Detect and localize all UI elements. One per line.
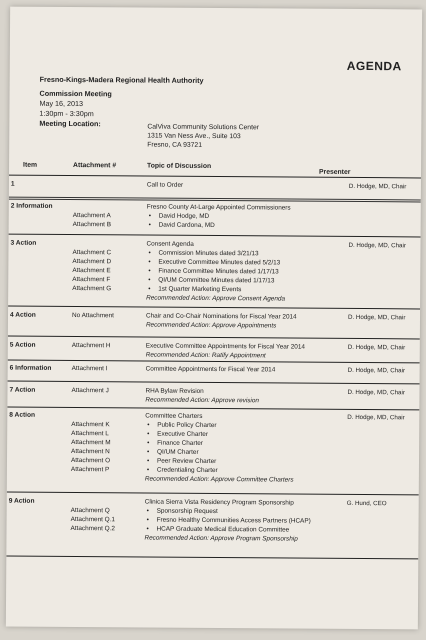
topic-title: Clinica Sierra Vista Residency Program Sponsorship [144,498,294,507]
attachment-ref: Attachment H [71,342,111,350]
attachment-ref: Attachment D [72,258,112,266]
topic-title: Committee Charters [145,412,203,420]
topic-title: Chair and Co-Chair Nominations for Fiscal Year 2014 [145,312,297,321]
recommended-action: Recommended Action: Approve Committee Charters [144,475,294,484]
agenda-title: AGENDA [346,58,402,74]
item-number: 8 Action [9,411,36,419]
item-number: 1 [10,180,15,188]
item-number: 3 Action [10,239,37,247]
topic-title: Consent Agenda [146,240,194,248]
meeting-date: May 16, 2013 [39,98,84,109]
topic-bullet: • 1st Quarter Marketing Events [158,286,241,294]
agenda-row [8,310,420,339]
presenter: D. Hodge, MD, Chair [348,241,406,250]
topic-bullet: • QI/UM Committee Minutes dated 1/17/13 [158,277,274,285]
recommended-action: Recommended Action: Ratify Appointment [145,351,266,360]
topic-bullet: • Peer Review Charter [157,458,216,465]
col-presenter: Presenter [318,168,351,176]
attachment-ref: Attachment M [71,439,111,447]
location-line-3: Fresno, CA 93721 [147,141,203,149]
presenter: D. Hodge, MD, Chair [347,313,406,322]
topic-bullet: • David Cardona, MD [159,222,215,229]
presenter: D. Hodge, MD, Chair [347,413,405,422]
agenda-row [8,238,420,309]
item-number: 4 Action [9,311,36,319]
recommended-action: Recommended Action: Approve Appointments [145,321,277,330]
topic-bullet: • Executive Charter [157,431,208,438]
item-number: 2 Information [10,202,53,210]
attachment-ref: Attachment P [70,466,110,474]
recommended-action: Recommended Action: Approve Program Sponsorship [144,534,298,543]
meeting-time: 1:30pm - 3:30pm [39,108,94,119]
col-topic: Topic of Discussion [147,162,212,170]
presenter: G. Hund, CEO [346,499,387,508]
topic-title: RHA Bylaw Revision [145,387,204,395]
agenda-row [9,201,421,237]
attachment-ref: Attachment A [72,212,111,220]
topic-title: Call to Order [146,181,184,189]
attachment-ref: Attachment O [70,457,111,465]
col-attachment: Attachment # [73,162,117,170]
topic-bullet: • Commission Minutes dated 3/21/13 [158,250,258,258]
agenda-page [6,7,422,630]
attachment-ref: Attachment Q [70,507,110,515]
agenda-row [7,385,419,410]
topic-title: Committee Appointments for Fiscal Year 2014 [145,365,276,374]
item-number: 5 Action [9,341,36,349]
attachment-ref: Attachment B [72,221,112,229]
attachment-ref: Attachment F [72,276,111,284]
topic-bullet: • Finance Charter [157,440,203,447]
recommended-action: Recommended Action: Approve revision [145,396,260,405]
item-number: 7 Action [9,386,36,394]
location-line-2: 1315 Van Ness Ave., Suite 103 [147,132,241,141]
topic-bullet: • Public Policy Charter [157,422,216,429]
presenter: D. Hodge, MD, Chair [348,182,407,191]
topic-bullet: • Credentialing Charter [157,467,218,474]
presenter: D. Hodge, MD, Chair [347,388,405,397]
topic-title: Fresno County At-Large Appointed Commissioners [146,203,291,212]
attachment-ref: Attachment N [71,448,110,456]
agenda-row [6,496,418,559]
attachment-ref: Attachment E [72,267,111,275]
attachment-ref: Attachment Q.2 [70,525,115,533]
col-item: Item [23,161,38,169]
topic-bullet: • Executive Committee Minutes dated 5/2/13 [158,259,280,267]
item-number: 9 Action [8,497,35,505]
topic-bullet: • Finance Committee Minutes dated 1/17/13 [158,268,278,276]
presenter: D. Hodge, MD, Chair [347,343,406,352]
topic-title: Executive Committee Appointments for Fiscal Year 2014 [145,342,305,351]
topic-bullet: • HCAP Graduate Medical Education Committee [157,526,290,534]
attachment-ref: Attachment I [71,365,108,373]
agenda-row [7,410,420,495]
attachment-ref: Attachment L [71,430,109,438]
attachment-ref: Attachment C [72,249,112,257]
attachment-ref: Attachment G [72,285,112,293]
presenter: D. Hodge, MD, Chair [347,366,406,375]
attachment-ref: No Attachment [71,312,114,320]
recommended-action: Recommended Action: Approve Consent Agenda [146,294,286,303]
org-name: Fresno-Kings-Madera Regional Health Authority [39,74,204,85]
topic-bullet: • Sponsorship Request [157,508,218,515]
topic-bullet: • QI/UM Charter [157,449,199,456]
header-rule [9,175,421,179]
attachment-ref: Attachment K [71,421,110,429]
attachment-ref: Attachment Q.1 [70,516,116,524]
topic-bullet: • David Hodge, MD [159,213,209,220]
meeting-type: Commission Meeting [39,88,112,99]
attachment-ref: Attachment J [71,387,109,395]
item-number: 6 Information [9,364,52,372]
topic-bullet: • Fresno Healthy Communities Access Partners (HCAP) [157,517,311,525]
location-line-1: CalViva Community Solutions Center [147,123,260,132]
location-label: Meeting Location: [39,118,101,129]
